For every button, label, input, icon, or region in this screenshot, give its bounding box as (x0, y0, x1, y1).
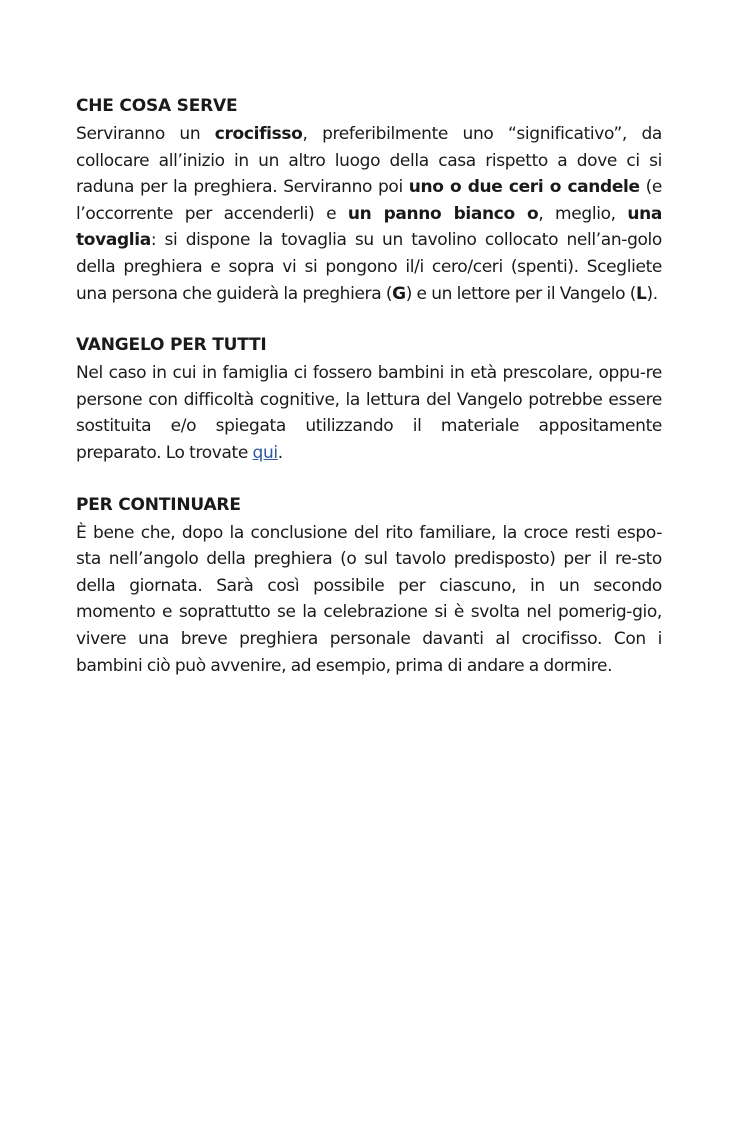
text-run: Serviranno un (76, 124, 215, 144)
text-run: ). (646, 283, 658, 304)
section-paragraph: È bene che, dopo la conclusione del rito familiare, la croce resti espo-sta nell’angolo della preghiera (o sul tavolo predisposto) per il re-sto della giornata. Sarà così possibile per ciascuno, in un secondo momento e soprattutto se la celebrazione si è svolta nel pomerig-gio, vivere una breve preghiera personale davanti al crocifisso. Con i bambini ciò può avvenire, ad esempio, prima di andare a dormire. (76, 522, 662, 676)
qui-link[interactable]: qui (252, 442, 278, 463)
section-heading: CHE COSA SERVE (76, 96, 238, 116)
text-run: ) e un lettore per il Vangelo ( (405, 283, 637, 304)
bold-text: G (392, 283, 406, 304)
section-heading: PER CONTINUARE (76, 494, 241, 515)
document-page (76, 94, 662, 705)
section-per-continuare (76, 493, 662, 680)
section-che-cosa-serve (76, 94, 662, 307)
text-run: : si dispone la tovaglia su un tavolino collocato nell’an-golo della preghiera e sopra vi si pongono il/i cero/ceri (spenti). Scegliete una persona che guiderà la preghiera ( (76, 230, 662, 304)
text-run: Nel caso in cui in famiglia ci fossero bambini in età prescolare, oppu-re persone con difficoltà cognitive, la lettura del Vangelo potrebbe essere sostituita e/o spiegata utilizzando il materiale appositamente preparato. Lo trovate (76, 363, 662, 463)
bold-text: crocifisso (214, 124, 303, 144)
text-run: (e l’occorrente per accenderli) e (76, 177, 662, 224)
text-run: . (277, 442, 283, 463)
bold-text: uno o due ceri o candele (408, 177, 640, 198)
section-vangelo-per-tutti (76, 333, 662, 466)
bold-text: una tovaglia (76, 203, 662, 251)
text-run: , meglio, (538, 203, 628, 224)
section-heading: VANGELO PER TUTTI (76, 335, 267, 356)
bold-text: L (636, 283, 647, 304)
section-paragraph (76, 360, 662, 466)
bold-text: un panno bianco o (347, 203, 539, 224)
text-run: , preferibilmente uno “significativo”, da collocare all’inizio in un altro luogo della casa rispetto a dove ci si raduna per la preghiera. Serviranno poi (76, 124, 662, 198)
section-paragraph (76, 121, 662, 307)
